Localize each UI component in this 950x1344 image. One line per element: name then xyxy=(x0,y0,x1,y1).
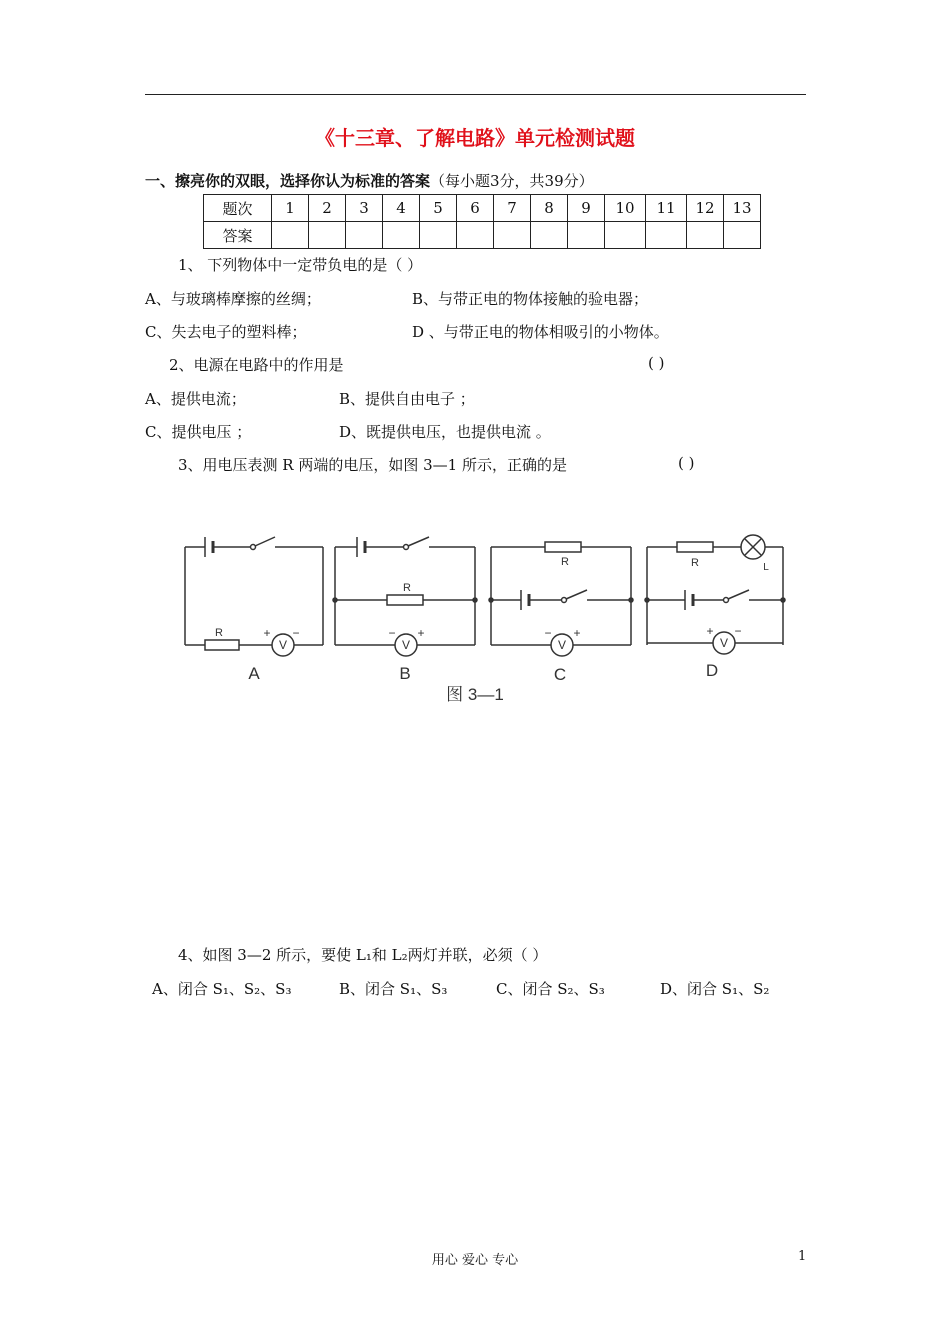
q4-option-c: C、闭合 S₂、S₃ xyxy=(496,980,605,998)
answer-number: 4 xyxy=(383,195,420,222)
q2-option-b: B、提供自由电子 ； xyxy=(339,390,475,408)
answer-cell[interactable] xyxy=(457,222,494,249)
answer-table-row-numbers xyxy=(204,195,761,222)
circuit-label-d: D xyxy=(705,661,719,680)
answer-cell[interactable] xyxy=(272,222,309,249)
answer-table-header: 答案 xyxy=(204,222,272,249)
q1-option-a: A、与玻璃棒摩擦的丝绸； xyxy=(145,290,321,308)
answer-cell[interactable] xyxy=(420,222,457,249)
resistor-label: R xyxy=(215,627,223,639)
voltmeter-symbol: V xyxy=(278,638,288,652)
answer-cell[interactable] xyxy=(724,222,761,249)
voltmeter-symbol: V xyxy=(719,636,729,650)
answer-cell[interactable] xyxy=(687,222,724,249)
plus-sign: + xyxy=(573,626,581,640)
answer-cell[interactable] xyxy=(383,222,420,249)
q1-option-d: D 、与带正电的物体相吸引的小物体。 xyxy=(412,323,669,341)
answer-number: 7 xyxy=(494,195,531,222)
circuit-d xyxy=(645,535,785,654)
circuit-label-b: B xyxy=(399,664,411,683)
q1-stem: 1、 下列物体中一定带负电的是（ ） xyxy=(178,256,423,274)
answer-cell[interactable] xyxy=(531,222,568,249)
minus-sign: − xyxy=(544,626,552,640)
answer-number: 13 xyxy=(724,195,761,222)
q2-paren: ( ) xyxy=(648,354,665,372)
answer-cell[interactable] xyxy=(646,222,687,249)
circuit-label-c: C xyxy=(553,665,567,684)
plus-sign: + xyxy=(417,626,425,640)
circuit-a xyxy=(185,537,323,656)
resistor-a xyxy=(205,640,239,650)
answer-number: 5 xyxy=(420,195,457,222)
answer-number: 12 xyxy=(687,195,724,222)
minus-sign: − xyxy=(734,624,742,638)
resistor-label: R xyxy=(403,582,411,594)
q3-stem: 3、用电压表测 R 两端的电压，如图 3—1 所示，正确的是 xyxy=(178,456,567,474)
answer-number: 10 xyxy=(605,195,646,222)
resistor-c xyxy=(545,542,581,552)
voltmeter-symbol: V xyxy=(401,638,411,652)
switch-blade xyxy=(255,537,275,546)
answer-cell[interactable] xyxy=(568,222,605,249)
footer-text: 用心 爱心 专心 xyxy=(431,1253,519,1268)
header-rule xyxy=(145,94,806,95)
q4-option-b: B、闭合 S₁、S₃ xyxy=(339,980,448,998)
resistor-label: R xyxy=(691,557,699,569)
circuit-label-a: A xyxy=(248,664,260,683)
figure-3-1 xyxy=(175,525,795,710)
q2-option-d: D、既提供电压，也提供电流 。 xyxy=(339,423,551,441)
answer-number: 6 xyxy=(457,195,494,222)
q2-option-a: A、提供电流； xyxy=(145,390,246,408)
answer-number: 3 xyxy=(346,195,383,222)
resistor-b xyxy=(387,595,423,605)
answer-number: 9 xyxy=(568,195,605,222)
resistor-d xyxy=(677,542,713,552)
q4-stem: 4、如图 3—2 所示，要使 L₁和 L₂两灯并联，必须（ ） xyxy=(178,946,548,964)
answer-cell[interactable] xyxy=(605,222,646,249)
section-heading-note: （每小题3分，共39分） xyxy=(430,172,594,190)
answer-number: 1 xyxy=(272,195,309,222)
answer-table-header: 题次 xyxy=(204,195,272,222)
answer-cell[interactable] xyxy=(494,222,531,249)
minus-sign: − xyxy=(388,626,396,640)
answer-table xyxy=(203,194,761,249)
answer-number: 11 xyxy=(646,195,687,222)
answer-cell[interactable] xyxy=(346,222,383,249)
plus-sign: + xyxy=(263,626,271,640)
page-title: 《十三章、了解电路》单元检测试题 xyxy=(315,126,635,150)
page-number: 1 xyxy=(798,1249,807,1264)
resistor-label: R xyxy=(561,556,569,568)
answer-number: 2 xyxy=(309,195,346,222)
q3-paren: ( ) xyxy=(678,454,695,472)
q1-option-b: B、与带正电的物体接触的验电器； xyxy=(412,290,649,308)
switch-pivot xyxy=(251,545,256,550)
q1-option-c: C、失去电子的塑料棒； xyxy=(145,323,307,341)
answer-table-row-answers xyxy=(204,222,761,249)
q4-option-a: A、闭合 S₁、S₂、S₃ xyxy=(152,980,292,998)
voltmeter-symbol: V xyxy=(557,638,567,652)
q4-option-d: D、闭合 S₁、S₂ xyxy=(660,980,770,998)
section-heading-bold: 一、擦亮你的双眼，选择你认为标准的答案 xyxy=(145,172,431,190)
answer-cell[interactable] xyxy=(309,222,346,249)
plus-sign: + xyxy=(706,624,714,638)
q2-stem: 2、电源在电路中的作用是 xyxy=(169,356,344,374)
figure-caption: 图 3—1 xyxy=(446,685,504,704)
minus-sign: − xyxy=(292,626,300,640)
section-heading xyxy=(145,170,594,191)
answer-number: 8 xyxy=(531,195,568,222)
lamp-label: L xyxy=(763,562,769,573)
q2-option-c: C、提供电压 ； xyxy=(145,423,252,441)
